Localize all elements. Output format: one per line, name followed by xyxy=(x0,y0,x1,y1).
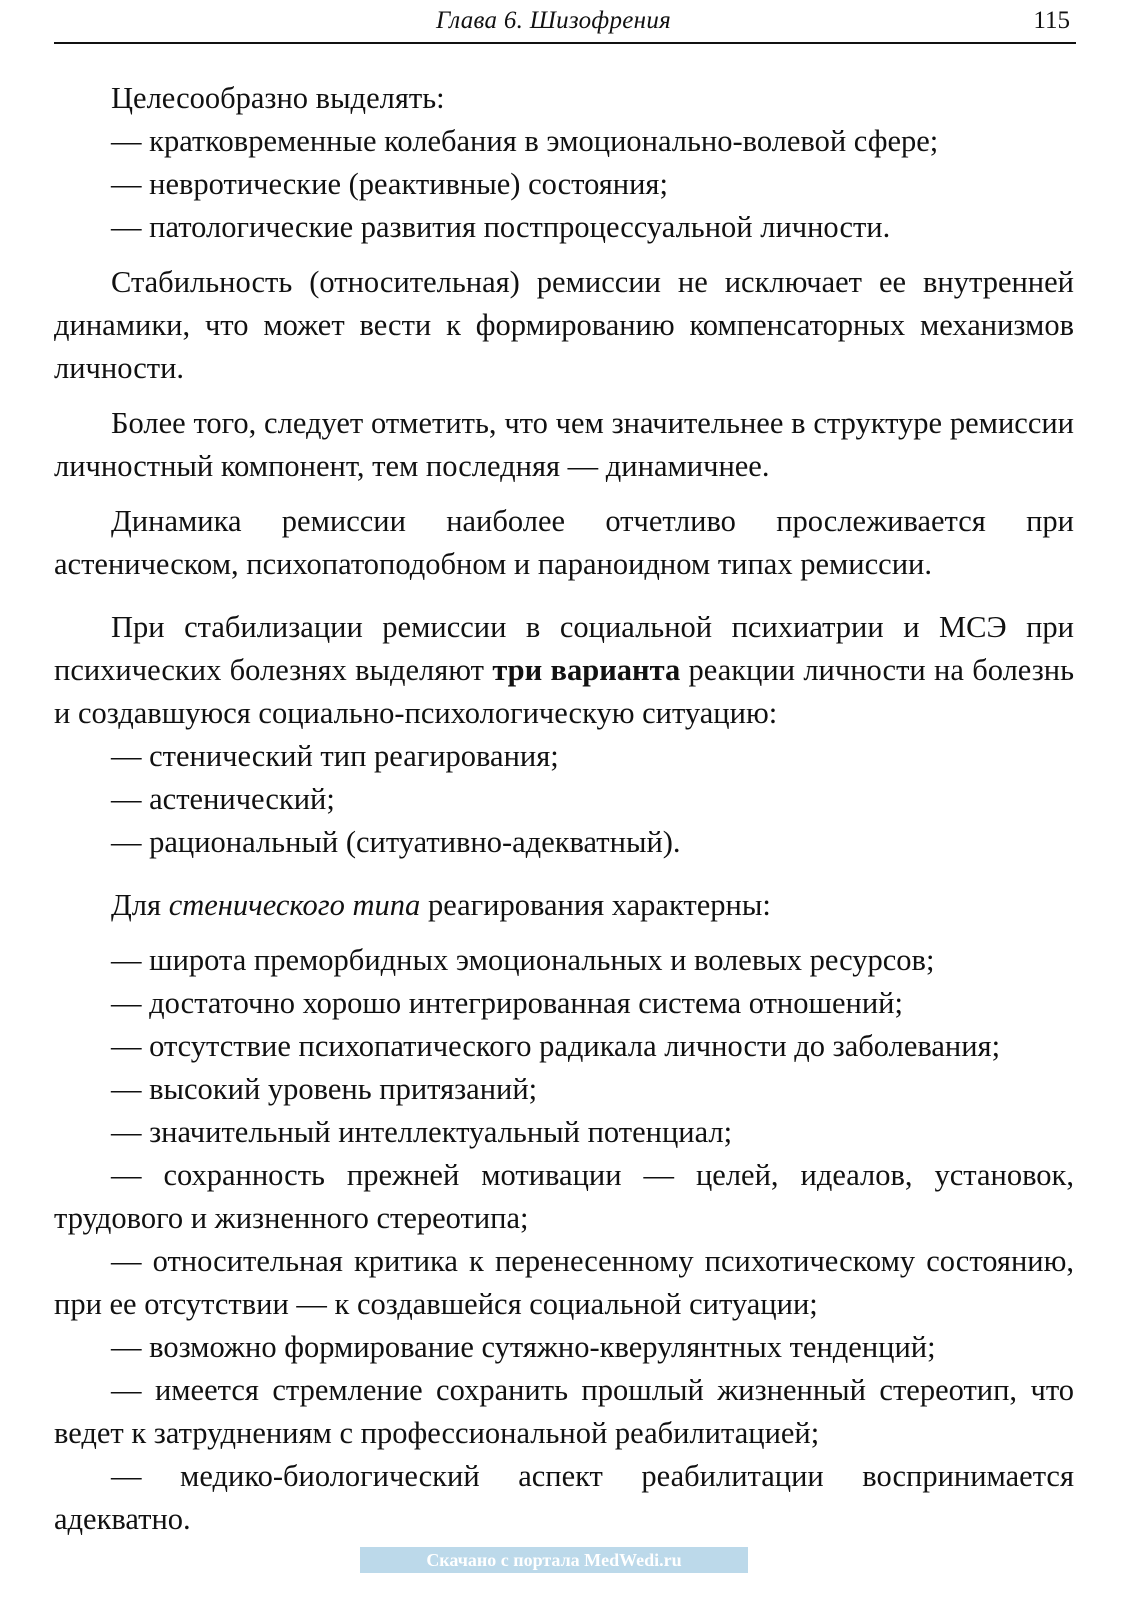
text-segment: Для xyxy=(111,888,169,922)
paragraph: Динамика ремиссии наиболее отчетливо прослеживается при астеническом, психопатоподобном и параноидном типах ремиссии. xyxy=(54,504,1074,581)
paragraph xyxy=(54,606,1074,735)
paragraph: Стабильность (относительная) ремиссии не исключает ее внутренней динамики, что может вести к формированию компенсаторных механизмов личности. xyxy=(54,265,1074,385)
chapter-title: Глава 6. Шизофрения xyxy=(436,7,672,34)
text-segment: реакции личности на болезнь и создавшуюся социально-психологическую ситуацию: xyxy=(54,653,1074,730)
list-item: — астенический; xyxy=(111,782,335,816)
list-item: — стенический тип реагирования; xyxy=(111,739,559,773)
italic-text: стенического типа xyxy=(168,888,421,922)
list-item: — отсутствие психопатического радикала личности до заболевания; xyxy=(111,1029,1001,1063)
page-body xyxy=(54,77,1074,1541)
list-item: — широта преморбидных эмоциональных и волевых ресурсов; xyxy=(111,943,935,977)
list-item: — рациональный (ситуативно-адекватный). xyxy=(111,825,681,859)
bold-text: три варианта xyxy=(492,653,681,687)
list-item: — патологические развития постпроцессуальной личности. xyxy=(111,210,891,244)
list-item: — возможно формирование сутяжно-кверулянтных тенденций; xyxy=(111,1330,936,1364)
list-item: — кратковременные колебания в эмоционально-волевой сфере; xyxy=(111,124,939,158)
text-segment: При стабилизации ремиссии в социальной психиатрии и МСЭ при психических болезнях выделяют xyxy=(54,610,1074,687)
list-item: — значительный интеллектуальный потенциал; xyxy=(111,1115,733,1149)
paragraph: Более того, следует отметить, что чем значительнее в структуре ремиссии личностный компонент, тем последняя — динамичнее. xyxy=(54,406,1074,483)
watermark: Скачано с портала MedWedi.ru xyxy=(360,1547,748,1573)
list-item: — имеется стремление сохранить прошлый жизненный стереотип, что ведет к затруднениям с профессиональной реабилитацией; xyxy=(54,1373,1074,1450)
page-number: 115 xyxy=(1033,7,1070,34)
list-item: — относительная критика к перенесенному психотическому состоянию, при ее отсутствии — к создавшейся социальной ситуации; xyxy=(54,1244,1074,1321)
list-item: — медико-биологический аспект реабилитации воспринимается адекватно. xyxy=(54,1459,1074,1536)
list-item: — высокий уровень притязаний; xyxy=(111,1072,538,1106)
text-segment: реагирования характерны: xyxy=(420,888,771,922)
running-header xyxy=(54,0,1076,44)
paragraph xyxy=(54,884,1074,927)
list-item: — достаточно хорошо интегрированная система отношений; xyxy=(111,986,903,1020)
list-item: — невротические (реактивные) состояния; xyxy=(111,167,668,201)
paragraph: Целесообразно выделять: xyxy=(111,81,445,115)
list-item: — сохранность прежней мотивации — целей, идеалов, установок, трудового и жизненного стереотипа; xyxy=(54,1158,1074,1235)
